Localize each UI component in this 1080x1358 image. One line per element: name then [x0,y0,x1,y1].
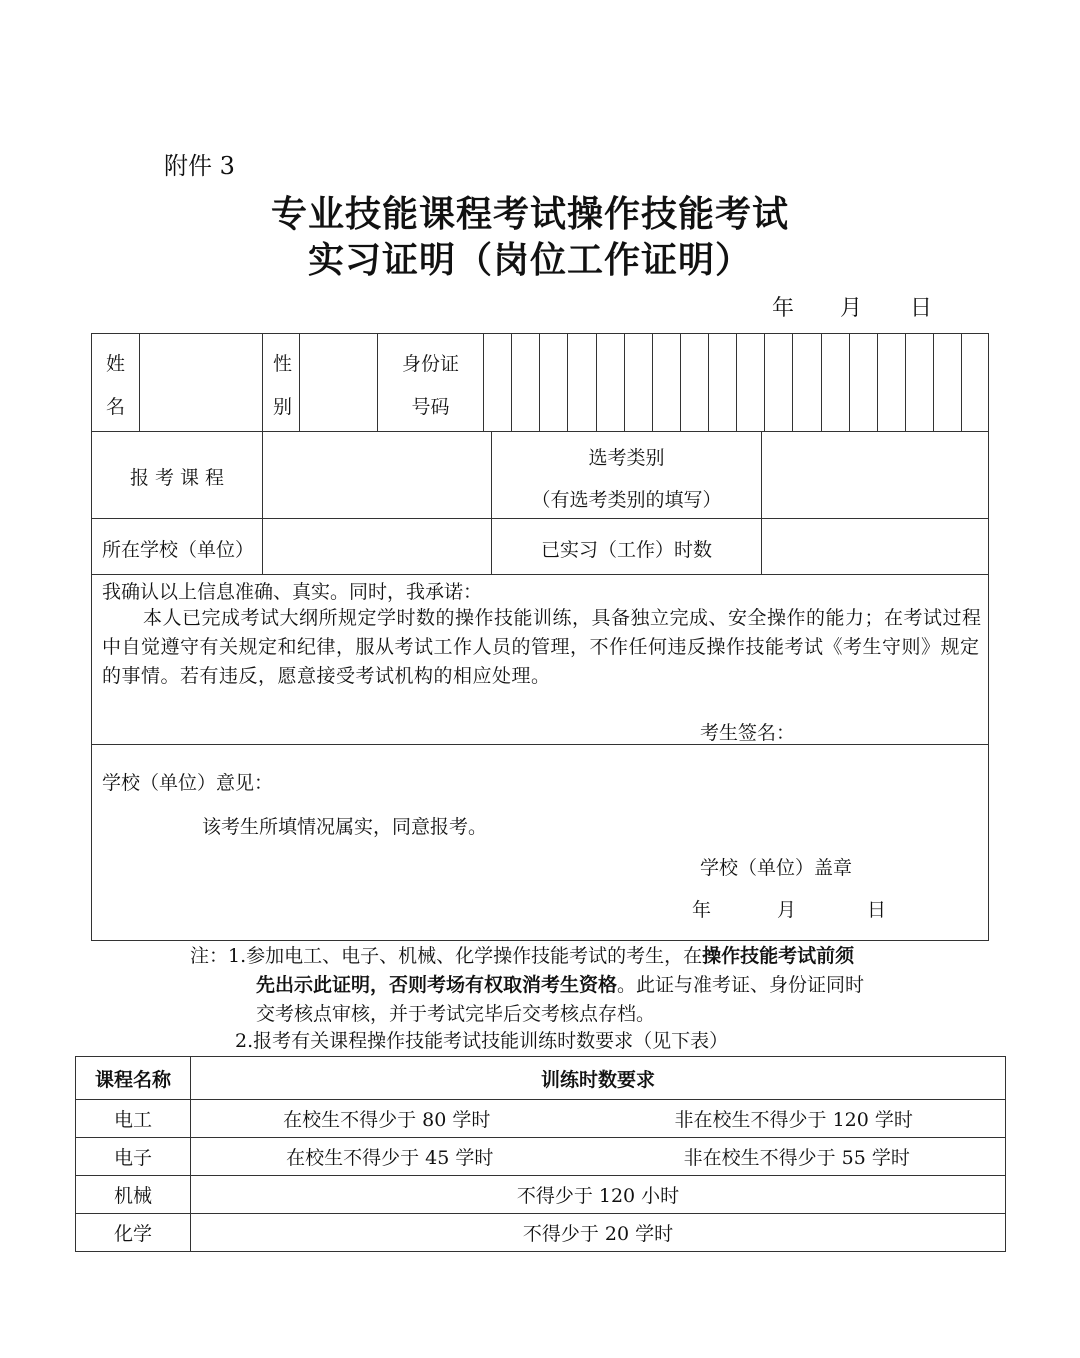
id-digit-box[interactable] [652,334,653,431]
training-hours-table [75,1056,1006,1252]
id-digit-box[interactable] [764,334,765,431]
table-row [76,1176,1006,1214]
header-month: 月 [840,296,863,321]
row-divider [92,574,988,575]
school-field[interactable] [263,519,490,573]
id-digit-box[interactable] [511,334,512,431]
id-digit-box[interactable] [708,334,709,431]
note-1-rest: 。此证与准考证、身份证同时 [617,974,865,996]
gender-label-2: 别 [273,396,293,418]
attachment-label: 附件 3 [164,152,235,180]
table-header: 训练时数要求 [191,1057,1006,1100]
opinion-month: 月 [777,899,797,921]
declaration-body: 本人已完成考试大纲所规定学时数的操作技能训练，具备独立完成、安全操作的能力；在考试过程中自觉遵守有关规定和纪律，服从考试工作人员的管理，不作任何违反操作技能考试《考生守则》规定的事情。若有违反，愿意接受考试机构的相应处理。 [102,607,982,687]
name-label-2: 名 [106,396,126,418]
requirement-cell: 不得少于 20 学时 [191,1214,1006,1252]
id-digit-box[interactable] [539,334,540,431]
exam-course-field[interactable] [263,432,490,517]
table-row [76,1100,1006,1138]
cell-divider [483,334,484,431]
certificate-form [91,333,989,941]
stamp-label: 学校（单位）盖章 [700,857,853,879]
id-digit-box[interactable] [933,334,934,431]
requirement-out-of-school: 非在校生不得少于 120 学时 [674,1109,913,1131]
category-field[interactable] [762,432,988,517]
id-label-1: 身份证 [401,353,459,375]
row-divider [92,744,988,745]
header-year: 年 [772,296,795,321]
hours-label: 已实习（工作）时数 [540,539,712,561]
id-digit-box[interactable] [961,334,962,431]
gender-field[interactable] [300,334,376,430]
id-label-2: 号码 [411,396,450,418]
id-digit-box[interactable] [567,334,568,431]
note-2: 2.报考有关课程操作技能考试技能训练时数要求（见下表） [235,1030,729,1052]
id-digit-box[interactable] [905,334,906,431]
requirement-cell [191,1138,1006,1176]
requirement-in-school: 在校生不得少于 45 学时 [286,1147,494,1169]
name-field[interactable] [140,334,261,430]
id-digit-box[interactable] [792,334,793,431]
category-note: （有选考类别的填写） [531,489,722,511]
course-cell: 电工 [76,1100,191,1138]
table-row [76,1214,1006,1252]
course-cell: 电子 [76,1138,191,1176]
note-1-line-1 [190,942,854,971]
id-digit-box[interactable] [821,334,822,431]
opinion-day: 日 [867,899,887,921]
page-title-line1: 专业技能课程考试操作技能考试 [270,194,789,235]
note-1-bold: 先出示此证明，否则考场有权取消考生资格 [256,974,618,996]
id-digit-box[interactable] [596,334,597,431]
hours-field[interactable] [762,519,988,573]
opinion-year: 年 [692,899,712,921]
requirement-in-school: 在校生不得少于 80 学时 [283,1109,491,1131]
opinion-text: 该考生所填情况属实，同意报考。 [202,816,488,838]
requirement-out-of-school: 非在校生不得少于 55 学时 [683,1147,910,1169]
school-label: 所在学校（单位） [102,539,255,561]
id-digit-box[interactable] [736,334,737,431]
page-title-line2: 实习证明（岗位工作证明） [307,240,752,281]
note-1-line-3: 交考核点审核，并于考试完毕后交考核点存档。 [256,1003,656,1025]
table-header-row [76,1057,1006,1100]
note-1-prefix: 注：1.参加电工、电子、机械、化学操作技能考试的考生，在 [190,945,703,967]
signature-label: 考生签名： [700,722,796,744]
id-digit-box[interactable] [849,334,850,431]
category-label: 选考类别 [588,447,665,469]
note-1-bold: 操作技能考试前须 [702,945,855,967]
id-digit-box[interactable] [680,334,681,431]
name-label-1: 姓 [106,353,126,375]
requirement-cell: 不得少于 120 小时 [191,1176,1006,1214]
cell-divider [262,334,263,431]
exam-course-label: 报 考 课 程 [129,467,225,489]
course-cell: 化学 [76,1214,191,1252]
declaration-intro: 我确认以上信息准确、真实。同时，我承诺： [102,581,483,603]
note-1-line-2 [256,971,864,1000]
gender-label-1: 性 [273,353,293,375]
id-digit-box[interactable] [877,334,878,431]
table-row [76,1138,1006,1176]
header-day: 日 [910,296,933,321]
table-header: 课程名称 [76,1057,191,1100]
course-cell: 机械 [76,1176,191,1214]
id-digit-box[interactable] [624,334,625,431]
requirement-cell [191,1100,1006,1138]
opinion-label: 学校（单位）意见： [102,772,274,794]
